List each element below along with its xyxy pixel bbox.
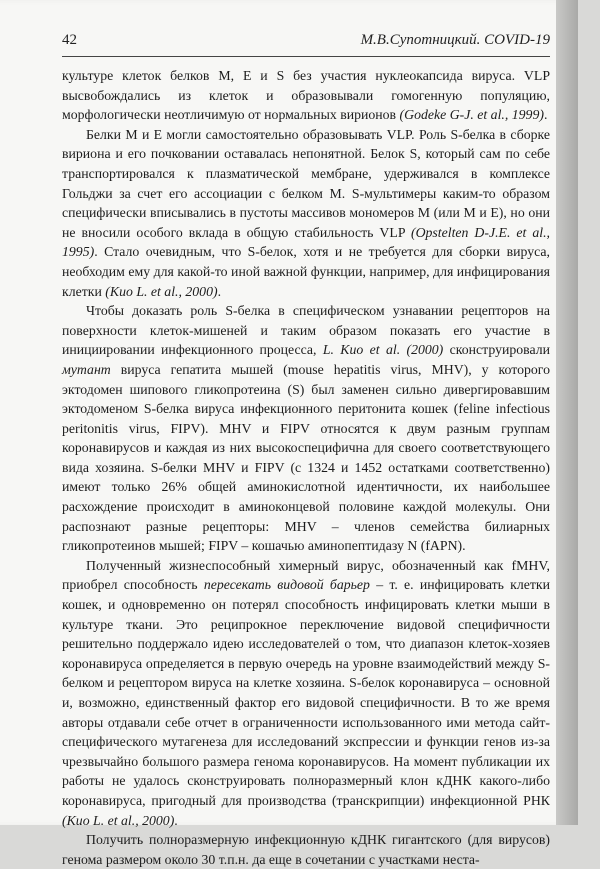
text-run: . xyxy=(543,107,548,123)
citation: (Godeke G-J. et al., 1999) xyxy=(399,107,544,123)
paragraph-3 xyxy=(62,301,550,556)
paragraph-1 xyxy=(62,66,550,125)
text-run: . Стало очевидным, что S-белок, хотя и не требуется для сборки вируса, необходим ему для какой-то иной важной функции, например, для инфицирования клетки xyxy=(62,244,550,299)
text-run: сконструировали xyxy=(443,342,550,358)
text-run: Белки M и E могли самостоятельно образовывать VLP. Роль S-белка в сборке вириона и его почковании оставалась непонятной. Белок S, который сам по себе транспортировался к плазматической мембране, удерживался в комплексе Гольджи за счет его ассоциации с белком M. S-мультимеры каким-то образом специфически вписывались в пустоты массивов мономеров M (или M и E), но они не вносили особого вклада в общую стабильность VLP xyxy=(62,126,550,240)
book-gutter-shadow xyxy=(556,0,578,825)
text-run: . xyxy=(217,283,222,299)
text-run: Полученный жизнеспособный химерный вирус, обозначенный как fMHV, приобрел способность xyxy=(62,557,550,593)
emphasis: пересекать видовой барьер xyxy=(203,577,370,593)
citation: (Opstelten D-J.E. et al., 1995) xyxy=(62,224,550,260)
text-run: – т. е. инфицировать клетки кошек, и одновременно он потерял способность инфицировать клетки мыши в культуре ткани. Это реципрокное переключение видовой специфичности решительно поддержало идею исследователей о том, что диапазон клеток-хозяев коронавируса определяется в первую очередь на уровне взаимодействий между S-белком и рецептором вируса на клетке хозяина. S-белок коронавируса – основной и, возможно, единственный фактор его видовой специфичности. В то же время авторы отдавали себе отчет в ограниченности использованного ими метода сайт-специфического мутагенеза для исследований экспрессии и функции генов из-за чрезвычайно большого размера генома коронавирусов. На момент публикации их работы не удалось сконструировать полноразмерный клон кДНК какого-либо коронавируса, пригодный для производства (транскрипции) инфекционной РНК xyxy=(62,577,551,808)
body-text xyxy=(62,66,550,869)
running-header xyxy=(62,32,550,54)
text-run: культуре клеток белков M, E и S без участия нуклеокапсида вируса. VLP высвобождались из клеток и образовывали гомогенную популяцию, морфологически неотличимую от нормальных вирионов xyxy=(62,68,550,123)
text-run: вируса гепатита мышей (mouse hepatitis virus, MHV), у которого эктодомен шипового гликопротеина (S) был заменен сильно дивергировавшим эктодоменом S-белка вируса инфекционного перитонита кошек (feline infectious peritonitis virus, FIPV). MHV и FIPV относятся к двум разным группам коронавирусов и каждая из них высокоспецифична для своего соответствующего вида хозяина. S-белки MHV и FIPV (с 1324 и 1452 остатками соответственно) имеют только 26% общей аминокислотной идентичности, их наибольшее расхождение происходит в аминоконцевой половине каждой молекулы. Они распознают разные рецепторы: MHV – членов семейства билиарных гликопротеинов мышей; FIPV – кошачью аминопептидазу N (fAPN). xyxy=(62,361,550,554)
text-run: Получить полноразмерную инфекционную кДНК гигантского (для вирусов) генома размером около 30 т.п.н. да еще в сочетании с участками неста- xyxy=(62,832,550,867)
page-number: 42 xyxy=(62,32,77,48)
paragraph-4 xyxy=(62,556,550,830)
running-title: М.В.Супотницкий. COVID-19 xyxy=(360,32,550,48)
paragraph-2 xyxy=(62,125,550,301)
emphasis: мутант xyxy=(62,361,111,377)
text-run: . xyxy=(174,812,178,828)
citation: (Kuo L. et al., 2000) xyxy=(105,283,218,299)
citation: L. Kuo et al. (2000) xyxy=(322,342,444,358)
citation: (Kuo L. et al., 2000) xyxy=(62,812,175,828)
text-run: Чтобы доказать роль S-белка в специфическом узнавании рецепторов на поверхности клеток-мишеней и таким образом показать его участие в инициировании инфекционного процесса, xyxy=(62,303,550,358)
header-divider xyxy=(62,56,550,57)
paragraph-5 xyxy=(62,830,550,869)
